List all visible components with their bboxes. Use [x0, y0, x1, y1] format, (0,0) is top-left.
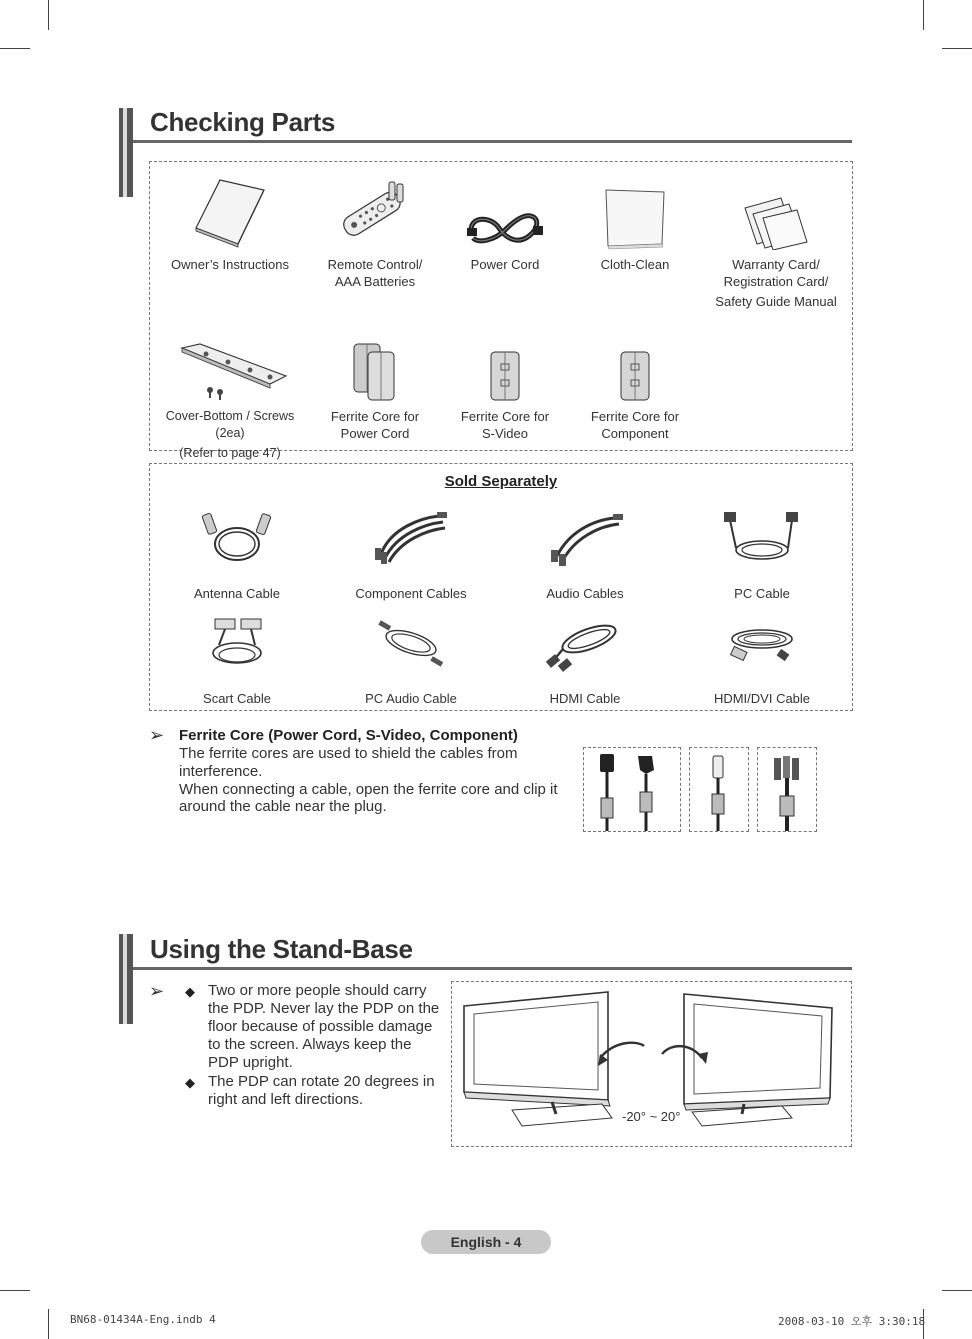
- scart-cable-icon: [197, 613, 277, 673]
- rotation-label: -20° ~ 20°: [622, 1109, 681, 1124]
- part-owners-instructions: [155, 170, 305, 273]
- part-label: Remote Control/: [327, 257, 423, 272]
- page-number: English - 4: [421, 1230, 551, 1254]
- crop-mark: [48, 1309, 49, 1339]
- crop-mark: [942, 48, 972, 49]
- print-timestamp: 2008-03-10 오후 3:30:18: [778, 1315, 926, 1328]
- part-cover-bottom: [155, 322, 305, 462]
- cable-hdmi-dvi: [677, 611, 847, 706]
- cable-label: Antenna Cable: [193, 586, 280, 601]
- section-rule: [133, 967, 852, 970]
- ferrite-core-icon: [615, 350, 655, 402]
- stand-note-1: PDP upright.: [208, 1054, 293, 1071]
- part-label: Cloth-Clean: [600, 257, 670, 272]
- cable-label: Scart Cable: [203, 691, 271, 706]
- cover-bottom-icon: [170, 340, 290, 402]
- diamond-bullet-icon: ◆: [185, 1075, 195, 1090]
- sold-separately-title: Sold Separately: [444, 473, 558, 490]
- cable-label: PC Audio Cable: [365, 691, 457, 706]
- ferrite-core-double-icon: [340, 340, 410, 402]
- part-label: Power Cord: [470, 257, 540, 272]
- part-label: Safety Guide Manual: [715, 294, 837, 309]
- part-label: Component: [601, 426, 669, 441]
- cloth-icon: [600, 186, 670, 250]
- cable-label: HDMI Cable: [549, 691, 621, 706]
- component-cables-icon: [371, 508, 451, 568]
- part-label: Ferrite Core for: [330, 409, 420, 424]
- ferrite-on-power-cord-icon: [584, 748, 680, 831]
- part-label: Ferrite Core for: [590, 409, 680, 424]
- stand-note-1: Two or more people should carry: [208, 982, 427, 999]
- ferrite-illustration-s-video: [689, 747, 749, 832]
- cable-component: [326, 506, 496, 601]
- ferrite-note-text: around the cable near the plug.: [179, 798, 387, 815]
- section-rule: [133, 140, 852, 143]
- cable-label: PC Cable: [734, 586, 790, 601]
- crop-mark: [48, 0, 49, 30]
- ferrite-note-title: Ferrite Core (Power Cord, S-Video, Component): [179, 727, 518, 744]
- ferrite-note-text: interference.: [179, 763, 263, 780]
- part-label: Power Cord: [340, 426, 410, 441]
- ferrite-on-component-icon: [758, 748, 816, 831]
- ferrite-note-text: When connecting a cable, open the ferrite core and clip it: [179, 781, 558, 798]
- crop-mark: [0, 1290, 30, 1291]
- antenna-cable-icon: [197, 508, 277, 568]
- part-label: (Refer to page 47): [179, 446, 281, 460]
- hdmi-cable-icon: [545, 613, 625, 673]
- cable-antenna: [152, 506, 322, 601]
- section-bar: [119, 934, 133, 1024]
- part-cloth-clean: [560, 170, 710, 273]
- ferrite-on-s-video-icon: [690, 748, 748, 831]
- hdmi-dvi-cable-icon: [722, 613, 802, 673]
- stand-note-1: the PDP. Never lay the PDP on the: [208, 1000, 440, 1017]
- ferrite-illustration-power: [583, 747, 681, 832]
- crop-mark: [0, 48, 30, 49]
- stand-note-2: right and left directions.: [208, 1091, 364, 1108]
- cards-icon: [741, 194, 811, 250]
- section-title-checking-parts: Checking Parts: [150, 107, 336, 137]
- power-cord-icon: [465, 210, 545, 250]
- cable-scart: [152, 611, 322, 706]
- part-ferrite-core-s-video: [430, 322, 580, 442]
- print-file-info: BN68-01434A-Eng.indb 4: [70, 1313, 216, 1326]
- ferrite-illustration-component: [757, 747, 817, 832]
- cable-pc: [677, 506, 847, 601]
- stand-note-2: The PDP can rotate 20 degrees in: [208, 1073, 435, 1090]
- stand-note-1: floor because of possible damage: [208, 1018, 433, 1035]
- note-arrow-icon: ➢: [149, 725, 165, 745]
- part-ferrite-core-component: [560, 322, 710, 442]
- audio-cables-icon: [545, 508, 625, 568]
- section-title-stand-base: Using the Stand-Base: [150, 934, 413, 964]
- cable-label: Component Cables: [355, 586, 467, 601]
- cable-label: HDMI/DVI Cable: [713, 691, 811, 706]
- part-label: Owner’s Instructions: [170, 257, 289, 272]
- note-arrow-icon: ➢: [149, 981, 165, 1001]
- part-remote-control: [300, 170, 450, 290]
- stand-note-1: to the screen. Always keep the: [208, 1036, 412, 1053]
- pc-audio-cable-icon: [371, 613, 451, 673]
- part-warranty-cards: [701, 170, 851, 310]
- part-power-cord: [430, 170, 580, 273]
- cable-label: Audio Cables: [546, 586, 624, 601]
- crop-mark: [923, 0, 924, 30]
- ferrite-note-text: The ferrite cores are used to shield the cables from: [179, 745, 518, 762]
- manual-icon: [190, 178, 270, 250]
- remote-control-icon: [335, 176, 415, 250]
- cable-hdmi: [500, 611, 670, 706]
- rotation-illustration-box: [451, 981, 852, 1147]
- part-label: Warranty Card/: [732, 257, 820, 272]
- section-bar: [119, 108, 133, 197]
- part-ferrite-core-power-cord: [300, 322, 450, 442]
- diamond-bullet-icon: ◆: [185, 984, 195, 999]
- part-label: Ferrite Core for: [460, 409, 550, 424]
- part-label: S-Video: [481, 426, 528, 441]
- part-label: Registration Card/: [723, 274, 829, 289]
- ferrite-core-icon: [485, 350, 525, 402]
- cable-audio: [500, 506, 670, 601]
- part-label: AAA Batteries: [334, 274, 416, 289]
- part-label: Cover-Bottom / Screws (2ea): [165, 409, 295, 440]
- crop-mark: [942, 1290, 972, 1291]
- cable-pc-audio: [326, 611, 496, 706]
- pc-cable-icon: [722, 508, 802, 568]
